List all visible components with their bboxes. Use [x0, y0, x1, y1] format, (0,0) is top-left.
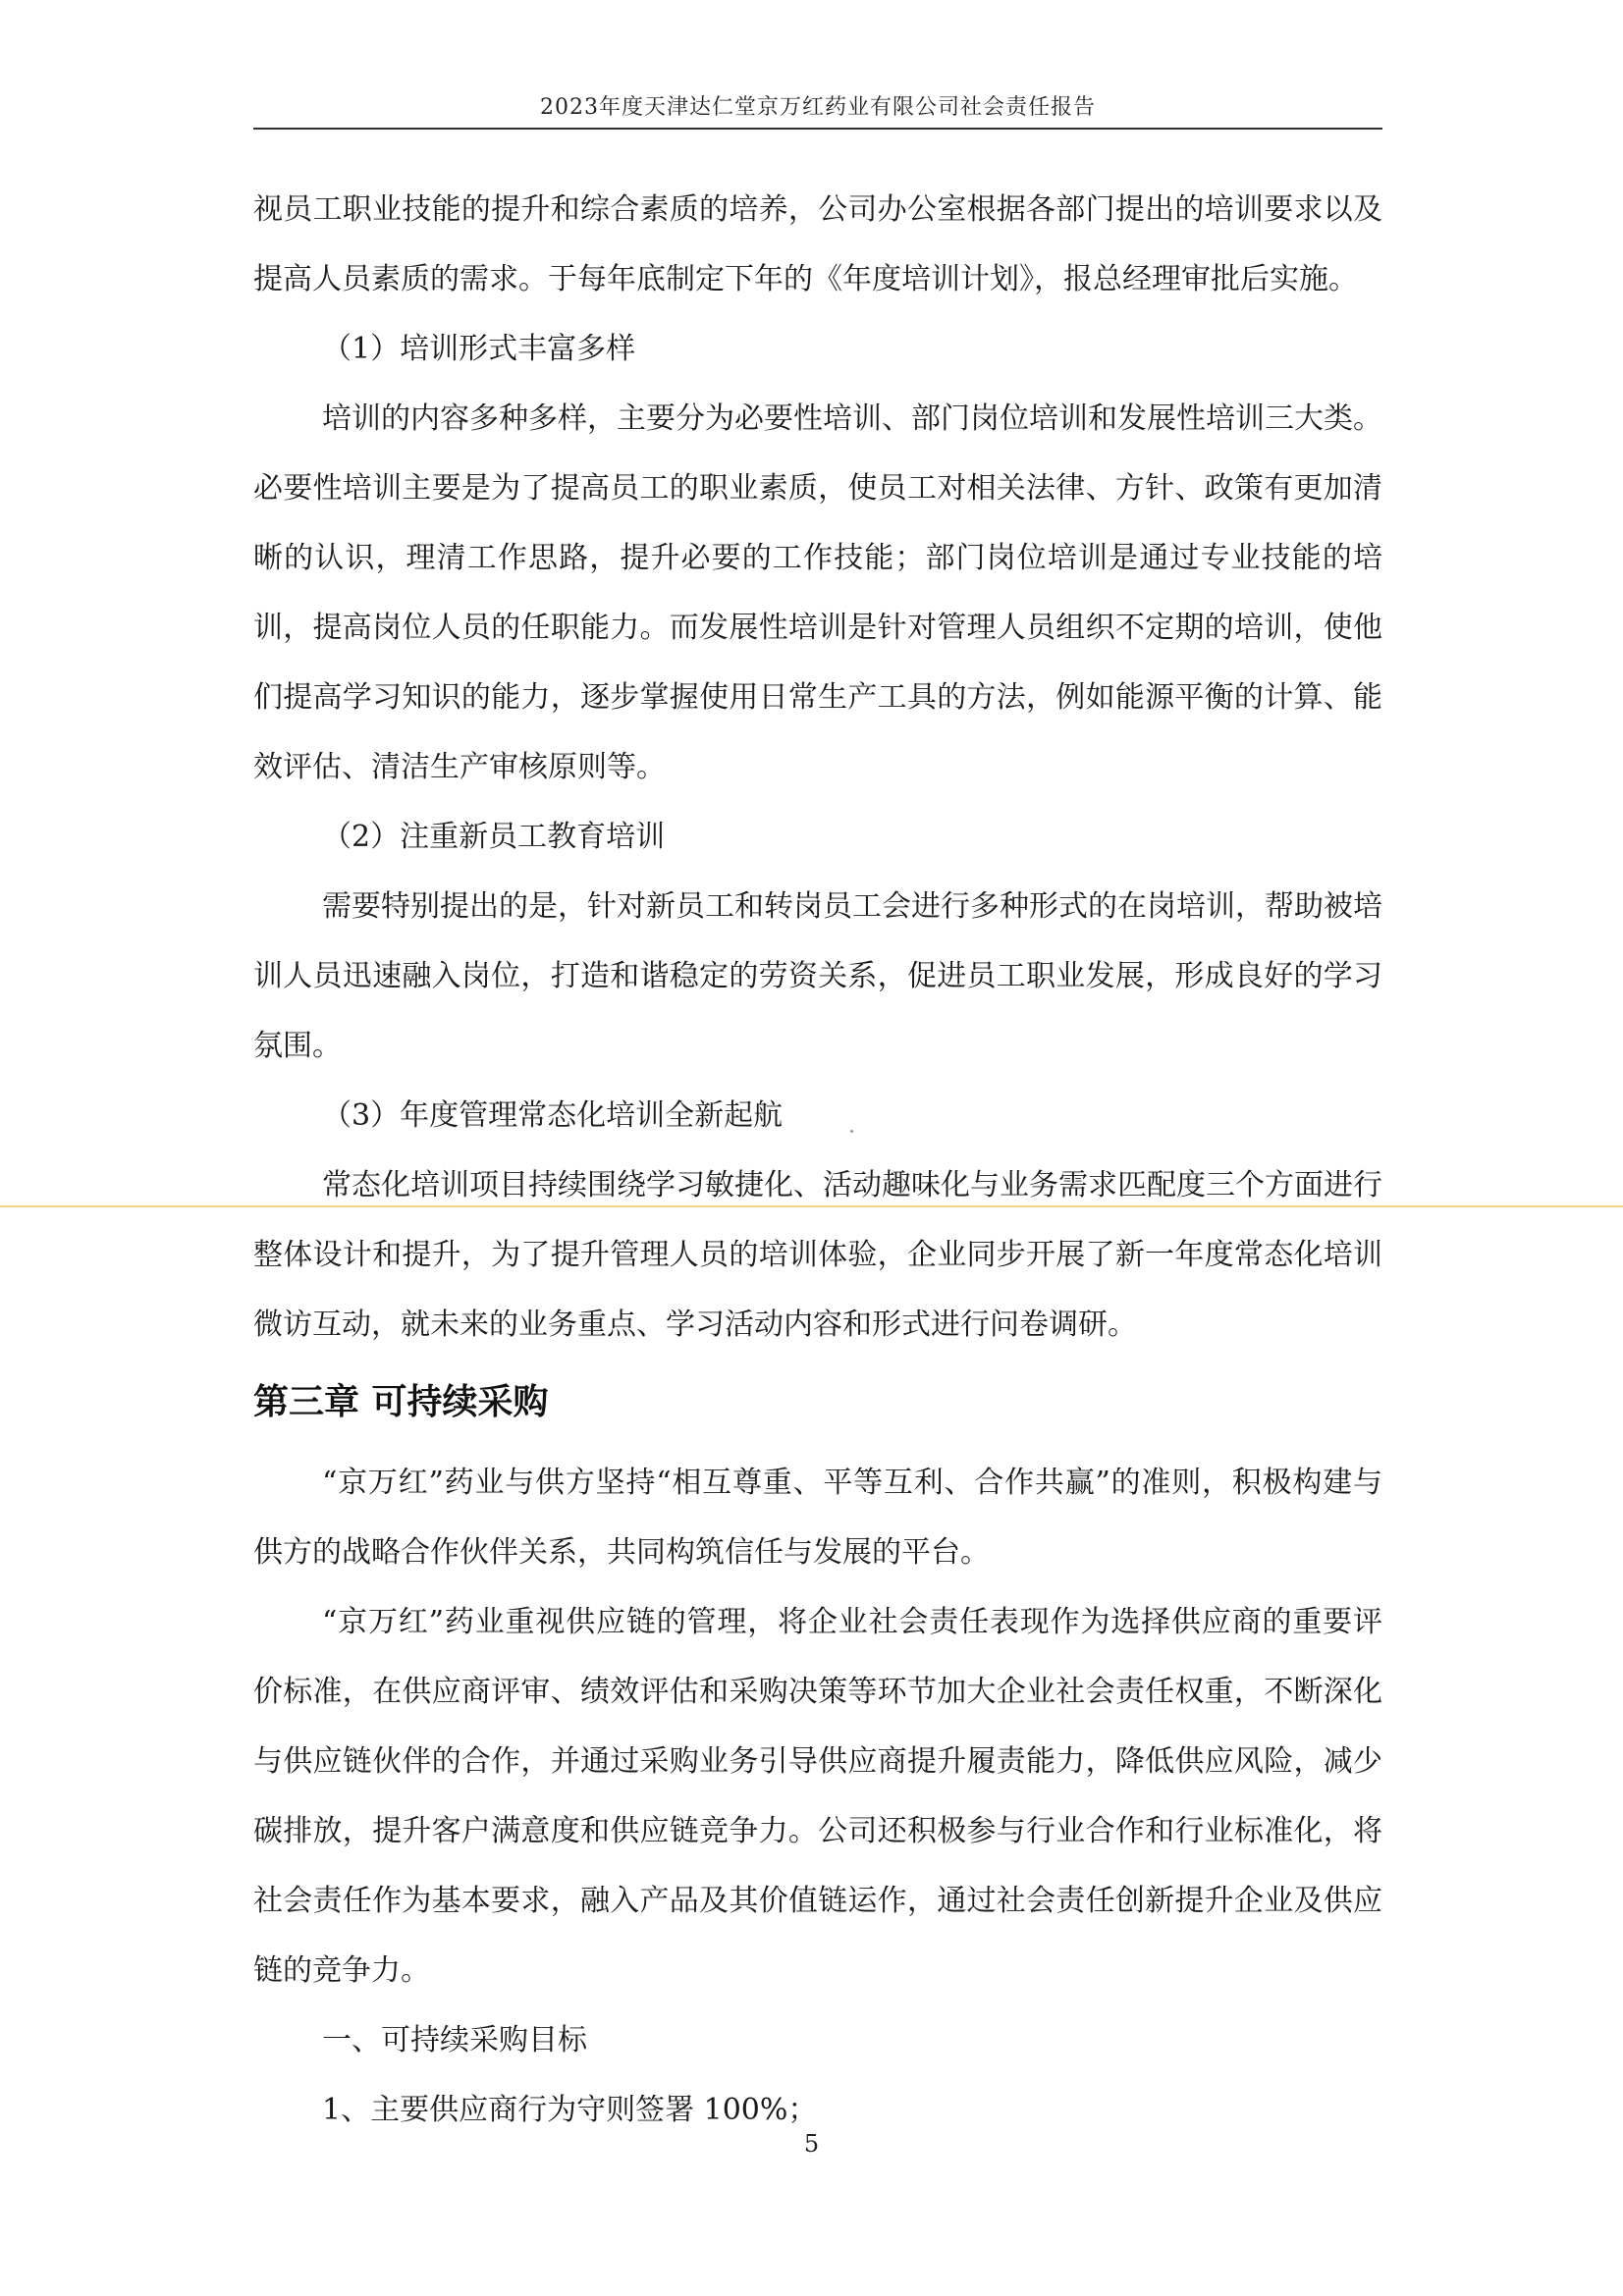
page-content [253, 175, 1382, 2145]
subheading-regular-training: （3）年度管理常态化培训全新起航 [322, 1098, 784, 1133]
paragraph-supplier-partnership: “京万红”药业与供方坚持“相互尊重、平等互利、合作共赢”的准则，积极构建与供方的战略合作伙伴关系，共同构筑信任与发展的平台。 [253, 1466, 1382, 1570]
section-heading-procurement-goals: 一、可持续采购目标 [322, 2023, 587, 2057]
scan-artifact-dot [850, 1130, 853, 1133]
scan-artifact-line [0, 1205, 1623, 1207]
paragraph-new-employee-training: 需要特别提出的是，针对新员工和转岗员工会进行多种形式的在岗培训，帮助被培训人员迅速融入岗位，打造和谐稳定的劳资关系，促进员工职业发展，形成良好的学习氛围。 [253, 889, 1382, 1063]
subheading-training-forms: （1）培训形式丰富多样 [322, 332, 636, 366]
chapter-title: 第三章 可持续采购 [253, 1382, 549, 1422]
paragraph-regular-training: 常态化培训项目持续围绕学习敏捷化、活动趣味化与业务需求匹配度三个方面进行整体设计和提升，为了提升管理人员的培训体验，企业同步开展了新一年度常态化培训微访互动，就未来的业务重点、学习活动内容和形式进行问卷调研。 [253, 1168, 1382, 1342]
page-header: 2023年度天津达仁堂京万红药业有限公司社会责任报告 [540, 95, 1096, 120]
page-number: 5 [803, 2130, 820, 2158]
header-divider [253, 128, 1382, 130]
list-item-supplier-code: 1、主要供应商行为守则签署 100%； [322, 2093, 818, 2127]
paragraph-supply-chain-management: “京万红”药业重视供应链的管理，将企业社会责任表现作为选择供应商的重要评价标准，在供应商评审、绩效评估和采购决策等环节加大企业社会责任权重，不断深化与供应链伙伴的合作，并通过采购业务引导供应商提升履责能力，降低供应风险，减少碳排放，提升客户满意度和供应链竞争力。公司还积极参与行业合作和行业标准化，将社会责任作为基本要求，融入产品及其价值链运作，通过社会责任创新提升企业及供应链的竞争力。 [253, 1605, 1382, 1988]
paragraph-training-plan: 视员工职业技能的提升和综合素质的培养，公司办公室根据各部门提出的培训要求以及提高人员素质的需求。于每年底制定下年的《年度培训计划》，报总经理审批后实施。 [253, 192, 1382, 296]
paragraph-training-types: 培训的内容多种多样，主要分为必要性培训、部门岗位培训和发展性培训三大类。必要性培训主要是为了提高员工的职业素质，使员工对相关法律、方针、政策有更加清晰的认识，理清工作思路，提升必要的工作技能；部门岗位培训是通过专业技能的培训，提高岗位人员的任职能力。而发展性培训是针对管理人员组织不定期的培训，使他们提高学习知识的能力，逐步掌握使用日常生产工具的方法，例如能源平衡的计算、能效评估、清洁生产审核原则等。 [253, 401, 1382, 784]
subheading-new-employee-training: （2）注重新员工教育培训 [322, 820, 666, 854]
